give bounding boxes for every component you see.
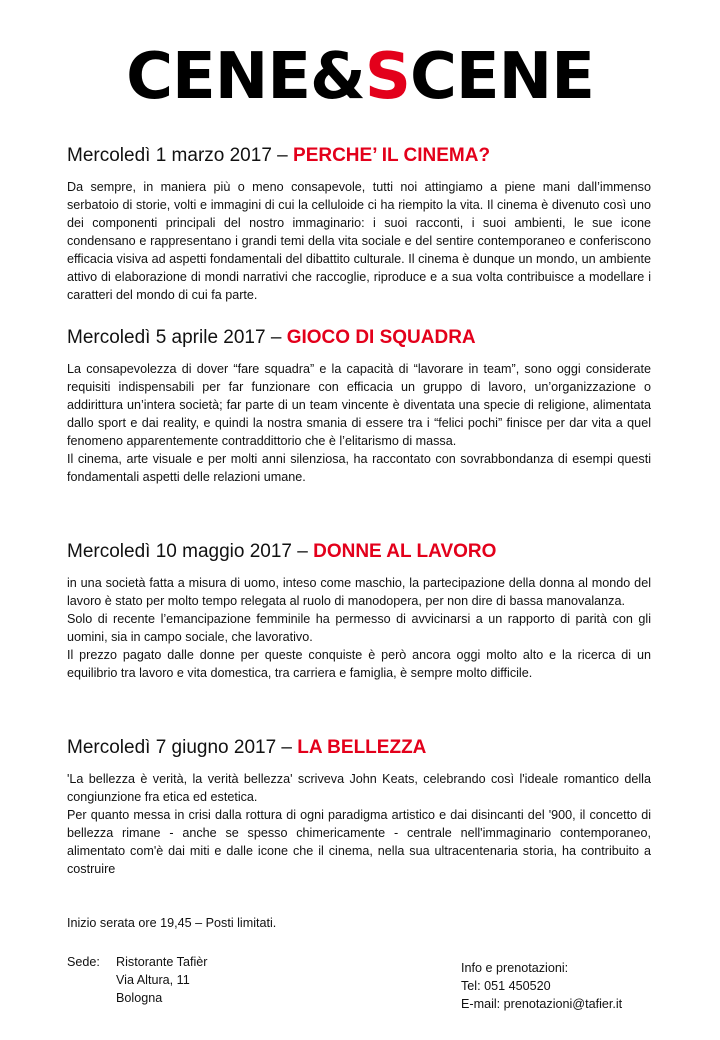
- event-title: PERCHE’ IL CINEMA?: [293, 145, 491, 166]
- event-section-3: [67, 540, 651, 682]
- event-date: Mercoledì 5 aprile 2017 –: [67, 327, 282, 348]
- venue-name: Ristorante Tafièr: [116, 955, 208, 969]
- event-title: LA BELLEZZA: [297, 737, 427, 758]
- event-section-2: [67, 326, 651, 486]
- venue-address: [116, 953, 207, 1007]
- info-title: Info e prenotazioni:: [461, 961, 569, 975]
- event-section-1: [67, 144, 651, 304]
- logo-accent-letter: S: [364, 40, 410, 114]
- paragraph: Da sempre, in maniera più o meno consapevole, tutti noi attingiamo a piene mani dall’immenso serbatoio di storie, volti e immagini di cui la celluloide ci ha riempito la vita. Il cinema è divenuto così uno dei componenti principali del nostro immaginario: i suoi racconti, i suoi ambienti, le sue icone condensano e rappresentano i grandi temi della vita sociale e del sentire contemporaneo e conferiscono efficacia visiva ad aspetti fondamentali del dibattito culturale. Il cinema è dunque un mondo, un ambiente attivo di elaborazione di mondi narrativi che raccoglie, riproduce e a sua volta contribuisce a modellare i caratteri del mondo di cui fa parte.: [67, 180, 651, 302]
- contact-info: [461, 959, 622, 1013]
- event-title: DONNE AL LAVORO: [313, 541, 497, 562]
- phone-number: Tel: 051 450520: [461, 979, 551, 993]
- paragraph: Il cinema, arte visuale e per molti anni silenziosa, ha raccontato con sovrabbondanza di esempi questi fondamentali aspetti delle relazioni umane.: [67, 452, 651, 484]
- event-description: [67, 770, 651, 878]
- paragraph: La consapevolezza di dover “fare squadra” e la capacità di “lavorare in team”, sono oggi considerate requisiti indispensabili per far funzionare con efficacia un gruppo di lavoro, un’organizzazione o addirittura un’intera società; far parte di un team vincente è diventata una specie di religione, alimentata dallo sport e dai reality, e quindi la nostra smania di essere tra i “felici pochi” finisce per dar vita a quel fenomeno apparentemente contraddittorio che è l’elitarismo di massa.: [67, 362, 651, 448]
- paragraph: Per quanto messa in crisi dalla rottura di ogni paradigma artistico e dai disincanti del '900, il concetto di bellezza rimane - anche se spesso chimericamente - centrale nell'immaginario contemporaneo, alimentato com'è dai miti e dalle icone che il cinema, nella sua ultracentenaria storia, ha contribuito a costruire: [67, 808, 651, 876]
- paragraph: Solo di recente l’emancipazione femminile ha permesso di avvicinarsi a un rapporto di parità con gli uomini, sia in campo sociale, che lavorativo.: [67, 612, 651, 644]
- paragraph: Il prezzo pagato dalle donne per queste conquiste è però ancora oggi molto alto e la ricerca di un equilibrio tra lavoro e vita domestica, tra carriera e famiglia, è sempre molto difficile.: [67, 648, 651, 680]
- paragraph: in una società fatta a misura di uomo, inteso come maschio, la partecipazione della donna al mondo del lavoro è stato per molto tempo relegata al ruolo di manodopera, per non dire di bassa manovalanza.: [67, 576, 651, 608]
- event-heading: [67, 736, 651, 760]
- event-date: Mercoledì 7 giugno 2017 –: [67, 737, 292, 758]
- event-heading: [67, 540, 651, 564]
- start-time-note: Inizio serata ore 19,45 – Posti limitati.: [67, 916, 277, 930]
- event-date: Mercoledì 10 maggio 2017 –: [67, 541, 308, 562]
- event-heading: [67, 144, 651, 168]
- event-description: [67, 178, 651, 304]
- venue-city: Bologna: [116, 991, 163, 1005]
- venue-street: Via Altura, 11: [116, 973, 190, 987]
- event-date: Mercoledì 1 marzo 2017 –: [67, 145, 288, 166]
- email-address: E-mail: prenotazioni@tafier.it: [461, 997, 623, 1011]
- logo-part-1: CENE&: [126, 40, 365, 114]
- venue-label: Sede:: [67, 955, 100, 969]
- logo-wordmark: [0, 42, 720, 112]
- event-title: GIOCO DI SQUADRA: [286, 327, 476, 348]
- event-heading: [67, 326, 651, 350]
- paragraph: 'La bellezza è verità, la verità bellezza' scriveva John Keats, celebrando così l'ideale romantico della congiunzione fra etica ed estetica.: [67, 772, 651, 804]
- logo-part-2: CENE: [409, 40, 594, 114]
- event-description: [67, 574, 651, 682]
- event-section-4: [67, 736, 651, 878]
- event-description: [67, 360, 651, 486]
